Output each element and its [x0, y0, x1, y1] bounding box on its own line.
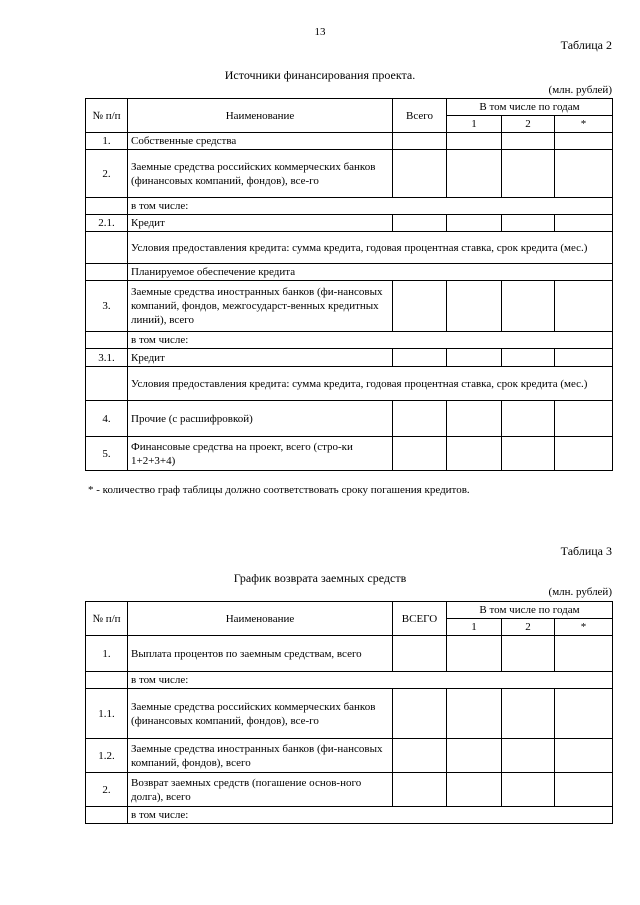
table3-label: Таблица 3 — [560, 544, 612, 558]
row-num: 1.2. — [86, 739, 128, 773]
row-name: Выплата процентов по заемным средствам, всего — [128, 636, 393, 672]
table-row — [86, 672, 613, 689]
row-num — [86, 332, 128, 349]
header-total: Всего — [393, 99, 447, 133]
header-name: Наименование — [128, 99, 393, 133]
row-num: 5. — [86, 437, 128, 471]
table-row — [86, 332, 613, 349]
row-num — [86, 232, 128, 264]
row-num — [86, 367, 128, 401]
header-total: ВСЕГО — [393, 602, 447, 636]
table-row — [86, 636, 613, 672]
header-year-1: 1 — [447, 116, 502, 133]
table3 — [85, 601, 613, 824]
row-name: Кредит — [128, 215, 393, 232]
table-row — [86, 281, 613, 332]
row-num: 1. — [86, 133, 128, 150]
row-name: в том числе: — [128, 807, 613, 824]
row-name: Финансовые средства на проект, всего (стро-ки 1+2+3+4) — [128, 437, 393, 471]
row-num: 2. — [86, 150, 128, 198]
row-num: 4. — [86, 401, 128, 437]
row-name: Возврат заемных средств (погашение основ-ного долга), всего — [128, 773, 393, 807]
table2-title: Источники финансирования проекта. — [224, 68, 416, 82]
table-row — [86, 367, 613, 401]
row-num: 1. — [86, 636, 128, 672]
row-name: Заемные средства иностранных банков (фи-нансовых компаний, фондов), всего — [128, 739, 393, 773]
row-num — [86, 807, 128, 824]
row-num: 3. — [86, 281, 128, 332]
header-num: № п/п — [86, 602, 128, 636]
table2-units: (млн. рублей) — [548, 84, 612, 96]
row-name: Заемные средства иностранных банков (фи-нансовых компаний, фондов, межгосударст-венных кредитных линий), всего — [128, 281, 393, 332]
table-row — [86, 739, 613, 773]
row-num: 1.1. — [86, 689, 128, 739]
table2-label: Таблица 2 — [560, 38, 612, 52]
row-name: Собственные средства — [128, 133, 393, 150]
header-year-2: 2 — [502, 116, 555, 133]
header-num: № п/п — [86, 99, 128, 133]
row-num: 3.1. — [86, 349, 128, 367]
row-name: Планируемое обеспечение кредита — [128, 264, 613, 281]
table2 — [85, 98, 613, 471]
table-row — [86, 232, 613, 264]
table-row — [86, 773, 613, 807]
row-num — [86, 198, 128, 215]
table-row — [86, 215, 613, 232]
row-name: в том числе: — [128, 198, 613, 215]
table-row — [86, 349, 613, 367]
table2-footnote: * - количество граф таблицы должно соответствовать сроку погашения кредитов. — [88, 484, 470, 496]
header-by-years: В том числе по годам — [447, 602, 613, 619]
row-name: Условия предоставления кредита: сумма кредита, годовая процентная ставка, срок кредита (мес.) — [128, 367, 613, 401]
table-row — [86, 150, 613, 198]
table-row — [86, 264, 613, 281]
header-year-2: 2 — [502, 619, 555, 636]
table-row — [86, 133, 613, 150]
row-name: Кредит — [128, 349, 393, 367]
header-year-star: * — [555, 116, 613, 133]
row-name: Прочие (с расшифровкой) — [128, 401, 393, 437]
header-year-1: 1 — [447, 619, 502, 636]
table-row — [86, 198, 613, 215]
page-number: 13 — [314, 26, 326, 38]
table3-title: График возврата заемных средств — [233, 571, 407, 585]
row-name: Условия предоставления кредита: сумма кредита, годовая процентная ставка, срок кредита (мес.) — [128, 232, 613, 264]
table-row — [86, 807, 613, 824]
header-year-star: * — [555, 619, 613, 636]
table-row — [86, 401, 613, 437]
header-name: Наименование — [128, 602, 393, 636]
table-row — [86, 689, 613, 739]
row-num: 2.1. — [86, 215, 128, 232]
header-by-years: В том числе по годам — [447, 99, 613, 116]
row-num — [86, 672, 128, 689]
row-name: в том числе: — [128, 672, 613, 689]
row-num: 2. — [86, 773, 128, 807]
row-num — [86, 264, 128, 281]
row-name: Заемные средства российских коммерческих банков (финансовых компаний, фондов), все-го — [128, 689, 393, 739]
row-name: в том числе: — [128, 332, 613, 349]
table-row — [86, 437, 613, 471]
table3-units: (млн. рублей) — [548, 586, 612, 598]
row-name: Заемные средства российских коммерческих банков (финансовых компаний, фондов), все-го — [128, 150, 393, 198]
